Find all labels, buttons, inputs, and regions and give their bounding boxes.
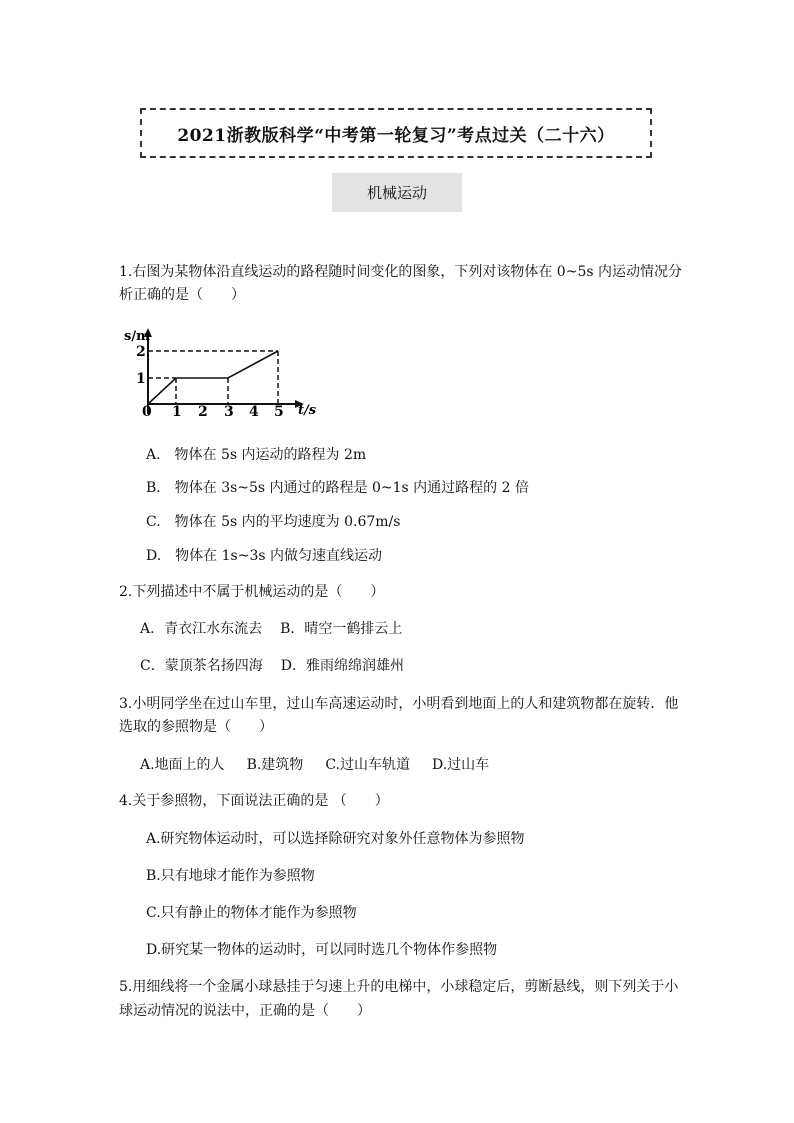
section-title-box (332, 173, 462, 212)
y-tick-1: 1 (136, 371, 146, 387)
question-2-line-1: 2.下列描述中不属于机械运动的是（ ） (119, 584, 385, 600)
question-2-options-row-1 (140, 619, 402, 639)
question-1-option-c: C. 物体在 5s 内的平均速度为 0.67m/s (146, 514, 401, 530)
question-1-option-a: A. 物体在 5s 内运动的路程为 2m (146, 447, 367, 463)
distance-time-graph (118, 322, 328, 422)
question-2-option-a: A．青衣江水东流去 (140, 621, 263, 637)
question-5-line-2: 球运动情况的说法中，正确的是（ ） (119, 1003, 371, 1019)
question-1-option-b: B. 物体在 3s~5s 内通过的路程是 0~1s 内通过路程的 2 倍 (146, 480, 529, 496)
question-3-option-a: A.地面上的人 (140, 757, 225, 773)
question-4-option-c: C.只有静止的物体才能作为参照物 (146, 905, 357, 921)
question-4-option-a: A.研究物体运动时，可以选择除研究对象外任意物体为参照物 (146, 831, 525, 847)
question-4-option-b: B.只有地球才能作为参照物 (146, 868, 315, 884)
question-1-line-2: 析正确的是（ ） (119, 287, 245, 303)
y-tick-2: 2 (136, 344, 146, 360)
question-1-option-d: D. 物体在 1s~3s 内做匀速直线运动 (146, 548, 382, 564)
question-3-line-2: 选取的参照物是（ ） (119, 719, 273, 735)
section-title: 机械运动 (366, 184, 427, 202)
x-tick-2: 2 (198, 404, 208, 420)
question-2-options-row-2 (140, 656, 404, 676)
question-2-option-d: D．雅雨绵绵润雄州 (280, 658, 404, 674)
question-2-option-c: C．蒙顶茶名扬四海 (140, 658, 263, 674)
question-5-line-1: 5.用细线将一个金属小球悬挂于匀速上升的电梯中，小球稳定后，剪断悬线，则下列关于小 (119, 979, 679, 995)
x-axis-label: t/s (298, 403, 317, 418)
question-3-option-d: D.过山车 (431, 757, 490, 773)
document-title: 2021浙教版科学“中考第一轮复习”考点过关（二十六） (177, 125, 615, 146)
question-3-options-row (140, 755, 489, 775)
x-tick-4: 4 (249, 404, 259, 420)
x-tick-0: 0 (142, 404, 152, 420)
y-axis-label: s/m (124, 329, 150, 344)
question-4-option-d: D.研究某一物体的运动时，可以同时选几个物体作参照物 (146, 942, 498, 958)
question-3-option-c: C.过山车轨道 (325, 757, 410, 773)
question-2-option-b: B．晴空一鹤排云上 (280, 621, 403, 637)
x-tick-1: 1 (172, 404, 182, 420)
x-tick-3: 3 (224, 404, 234, 420)
question-3-line-1: 3.小明同学坐在过山车里，过山车高速运动时，小明看到地面上的人和建筑物都在旋转．他 (119, 696, 679, 712)
question-3-option-b: B.建筑物 (246, 757, 304, 773)
document-title-box (140, 108, 652, 158)
question-1-line-1: 1.右图为某物体沿直线运动的路程随时间变化的图象，下列对该物体在 0~5s 内运动情况分 (119, 264, 682, 280)
question-4-line-1: 4.关于参照物，下面说法正确的是 （ ） (119, 793, 389, 809)
x-tick-5: 5 (274, 404, 284, 420)
